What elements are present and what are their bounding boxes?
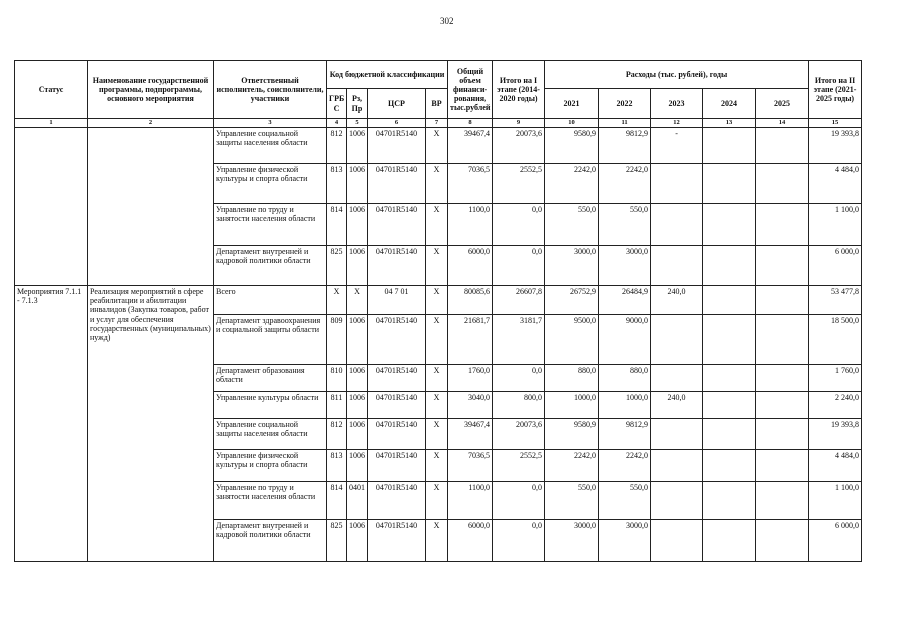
rzpr-cell: 1006 <box>347 392 368 419</box>
stage1-total-cell: 0,0 <box>493 246 545 286</box>
vr-cell: X <box>426 164 448 204</box>
grbs-cell: 814 <box>327 204 347 246</box>
header-status: Статус <box>15 61 88 119</box>
status-cell <box>15 128 88 286</box>
header-name: Наименование государственной программы, подпрограммы, основного мероприятия <box>88 61 214 119</box>
rzpr-cell: X <box>347 286 368 315</box>
csr-cell: 04701R5140 <box>368 128 426 164</box>
status-cell: Мероприятия 7.1.1 - 7.1.3 <box>15 286 88 562</box>
year-2024-cell <box>703 482 756 520</box>
vr-cell: X <box>426 286 448 315</box>
column-number: 11 <box>599 119 651 128</box>
year-2022-cell: 3000,0 <box>599 520 651 562</box>
stage1-total-cell: 0,0 <box>493 204 545 246</box>
year-2025-cell <box>756 286 809 315</box>
stage1-total-cell: 0,0 <box>493 482 545 520</box>
year-2021-cell: 550,0 <box>545 482 599 520</box>
rzpr-cell: 1006 <box>347 164 368 204</box>
total-volume-cell: 6000,0 <box>448 246 493 286</box>
executor-cell: Управление физической культуры и спорта области <box>214 164 327 204</box>
year-2024-cell <box>703 450 756 482</box>
year-2021-cell: 9580,9 <box>545 128 599 164</box>
column-number: 14 <box>756 119 809 128</box>
column-number: 15 <box>809 119 862 128</box>
grbs-cell: 813 <box>327 164 347 204</box>
csr-cell: 04701R5140 <box>368 315 426 365</box>
csr-cell: 04701R5140 <box>368 164 426 204</box>
stage2-total-cell: 4 484,0 <box>809 164 862 204</box>
year-2023-cell <box>651 246 703 286</box>
year-2023-cell <box>651 450 703 482</box>
column-number: 1 <box>15 119 88 128</box>
year-2022-cell: 9812,9 <box>599 128 651 164</box>
csr-cell: 04701R5140 <box>368 419 426 450</box>
year-2022-cell: 1000,0 <box>599 392 651 419</box>
year-2023-cell: 240,0 <box>651 286 703 315</box>
year-2025-cell <box>756 315 809 365</box>
executor-cell: Управление социальной защиты населения области <box>214 419 327 450</box>
header-total-volume: Общий объем финанси-рования, тыс.рублей <box>448 61 493 119</box>
year-2023-cell: - <box>651 128 703 164</box>
name-cell <box>88 128 214 286</box>
header-vr: ВР <box>426 89 448 119</box>
year-2025-cell <box>756 164 809 204</box>
executor-cell: Управление социальной защиты населения области <box>214 128 327 164</box>
year-2025-cell <box>756 365 809 392</box>
year-2025-cell <box>756 246 809 286</box>
header-expenses: Расходы (тыс. рублей), годы <box>545 61 809 89</box>
year-2023-cell: 240,0 <box>651 392 703 419</box>
csr-cell: 04701R5140 <box>368 482 426 520</box>
executor-cell: Управление по труду и занятости населения области <box>214 482 327 520</box>
grbs-cell: 814 <box>327 482 347 520</box>
year-2021-cell: 9580,9 <box>545 419 599 450</box>
total-volume-cell: 1100,0 <box>448 482 493 520</box>
stage1-total-cell: 3181,7 <box>493 315 545 365</box>
vr-cell: X <box>426 246 448 286</box>
rzpr-cell: 1006 <box>347 520 368 562</box>
year-2025-cell <box>756 419 809 450</box>
grbs-cell: 812 <box>327 419 347 450</box>
csr-cell: 04 7 01 <box>368 286 426 315</box>
rzpr-cell: 1006 <box>347 246 368 286</box>
year-2025-cell <box>756 450 809 482</box>
year-2022-cell: 880,0 <box>599 365 651 392</box>
stage2-total-cell: 6 000,0 <box>809 246 862 286</box>
total-volume-cell: 3040,0 <box>448 392 493 419</box>
stage1-total-cell: 2552,5 <box>493 164 545 204</box>
year-2021-cell: 2242,0 <box>545 450 599 482</box>
executor-cell: Департамент здравоохранения и социальной защиты области <box>214 315 327 365</box>
year-2021-cell: 880,0 <box>545 365 599 392</box>
vr-cell: X <box>426 204 448 246</box>
column-number: 5 <box>347 119 368 128</box>
year-2024-cell <box>703 164 756 204</box>
year-2024-cell <box>703 128 756 164</box>
year-2024-cell <box>703 204 756 246</box>
header-executor: Ответственный исполнитель, соисполнители, участники <box>214 61 327 119</box>
vr-cell: X <box>426 482 448 520</box>
stage2-total-cell: 18 500,0 <box>809 315 862 365</box>
csr-cell: 04701R5140 <box>368 204 426 246</box>
executor-cell: Департамент образования области <box>214 365 327 392</box>
csr-cell: 04701R5140 <box>368 520 426 562</box>
year-2022-cell: 2242,0 <box>599 164 651 204</box>
year-2025-cell <box>756 204 809 246</box>
total-volume-cell: 21681,7 <box>448 315 493 365</box>
column-number: 9 <box>493 119 545 128</box>
stage1-total-cell: 26607,8 <box>493 286 545 315</box>
stage2-total-cell: 2 240,0 <box>809 392 862 419</box>
executor-cell: Всего <box>214 286 327 315</box>
grbs-cell: 812 <box>327 128 347 164</box>
year-2023-cell <box>651 315 703 365</box>
total-volume-cell: 39467,4 <box>448 419 493 450</box>
name-cell: Реализация мероприятий в сфере реабилитации и абилитации инвалидов (Закупка товаров, работ и услуг для обеспечения государственных (муниципальных) нужд) <box>88 286 214 562</box>
page-number: 302 <box>440 16 454 26</box>
year-2025-cell <box>756 392 809 419</box>
year-2023-cell <box>651 365 703 392</box>
rzpr-cell: 1006 <box>347 365 368 392</box>
csr-cell: 04701R5140 <box>368 450 426 482</box>
header-grbs: ГРБ С <box>327 89 347 119</box>
header-2022: 2022 <box>599 89 651 119</box>
year-2021-cell: 2242,0 <box>545 164 599 204</box>
stage2-total-cell: 1 100,0 <box>809 204 862 246</box>
column-number: 13 <box>703 119 756 128</box>
year-2023-cell <box>651 419 703 450</box>
year-2025-cell <box>756 482 809 520</box>
total-volume-cell: 80085,6 <box>448 286 493 315</box>
grbs-cell: X <box>327 286 347 315</box>
rzpr-cell: 1006 <box>347 315 368 365</box>
stage1-total-cell: 20073,6 <box>493 419 545 450</box>
budget-table <box>14 60 862 562</box>
header-csr: ЦСР <box>368 89 426 119</box>
year-2023-cell <box>651 164 703 204</box>
year-2024-cell <box>703 315 756 365</box>
year-2022-cell: 9000,0 <box>599 315 651 365</box>
year-2025-cell <box>756 128 809 164</box>
header-2021: 2021 <box>545 89 599 119</box>
stage2-total-cell: 53 477,8 <box>809 286 862 315</box>
column-number: 2 <box>88 119 214 128</box>
vr-cell: X <box>426 419 448 450</box>
grbs-cell: 809 <box>327 315 347 365</box>
vr-cell: X <box>426 365 448 392</box>
vr-cell: X <box>426 315 448 365</box>
csr-cell: 04701R5140 <box>368 246 426 286</box>
year-2025-cell <box>756 520 809 562</box>
grbs-cell: 825 <box>327 246 347 286</box>
stage1-total-cell: 2552,5 <box>493 450 545 482</box>
column-number: 6 <box>368 119 426 128</box>
vr-cell: X <box>426 128 448 164</box>
header-row <box>15 61 862 89</box>
rzpr-cell: 0401 <box>347 482 368 520</box>
year-2022-cell: 26484,9 <box>599 286 651 315</box>
stage1-total-cell: 20073,6 <box>493 128 545 164</box>
grbs-cell: 825 <box>327 520 347 562</box>
header-budget-code: Код бюджетной классификации <box>327 61 448 89</box>
csr-cell: 04701R5140 <box>368 365 426 392</box>
vr-cell: X <box>426 520 448 562</box>
csr-cell: 04701R5140 <box>368 392 426 419</box>
executor-cell: Управление культуры области <box>214 392 327 419</box>
column-number: 10 <box>545 119 599 128</box>
table-row <box>15 286 862 315</box>
column-number: 3 <box>214 119 327 128</box>
year-2024-cell <box>703 419 756 450</box>
column-number: 12 <box>651 119 703 128</box>
year-2022-cell: 2242,0 <box>599 450 651 482</box>
year-2023-cell <box>651 520 703 562</box>
total-volume-cell: 1100,0 <box>448 204 493 246</box>
year-2021-cell: 550,0 <box>545 204 599 246</box>
table-body <box>15 128 862 562</box>
year-2021-cell: 3000,0 <box>545 520 599 562</box>
table-row <box>15 128 862 164</box>
year-2021-cell: 26752,9 <box>545 286 599 315</box>
header-2023: 2023 <box>651 89 703 119</box>
stage1-total-cell: 0,0 <box>493 365 545 392</box>
stage2-total-cell: 1 100,0 <box>809 482 862 520</box>
executor-cell: Управление по труду и занятости населения области <box>214 204 327 246</box>
grbs-cell: 810 <box>327 365 347 392</box>
rzpr-cell: 1006 <box>347 128 368 164</box>
total-volume-cell: 39467,4 <box>448 128 493 164</box>
stage2-total-cell: 4 484,0 <box>809 450 862 482</box>
vr-cell: X <box>426 450 448 482</box>
column-number: 8 <box>448 119 493 128</box>
total-volume-cell: 7036,5 <box>448 450 493 482</box>
executor-cell: Управление физической культуры и спорта области <box>214 450 327 482</box>
executor-cell: Департамент внутренней и кадровой политики области <box>214 520 327 562</box>
rzpr-cell: 1006 <box>347 450 368 482</box>
total-volume-cell: 1760,0 <box>448 365 493 392</box>
year-2021-cell: 9500,0 <box>545 315 599 365</box>
grbs-cell: 811 <box>327 392 347 419</box>
year-2023-cell <box>651 204 703 246</box>
stage2-total-cell: 1 760,0 <box>809 365 862 392</box>
header-stage1-total: Итого на I этапе (2014-2020 годы) <box>493 61 545 119</box>
year-2022-cell: 550,0 <box>599 204 651 246</box>
column-number: 7 <box>426 119 448 128</box>
year-2024-cell <box>703 365 756 392</box>
column-number: 4 <box>327 119 347 128</box>
grbs-cell: 813 <box>327 450 347 482</box>
stage1-total-cell: 0,0 <box>493 520 545 562</box>
rzpr-cell: 1006 <box>347 419 368 450</box>
total-volume-cell: 7036,5 <box>448 164 493 204</box>
vr-cell: X <box>426 392 448 419</box>
year-2024-cell <box>703 246 756 286</box>
year-2021-cell: 3000,0 <box>545 246 599 286</box>
executor-cell: Департамент внутренней и кадровой политики области <box>214 246 327 286</box>
stage2-total-cell: 19 393,8 <box>809 128 862 164</box>
stage1-total-cell: 800,0 <box>493 392 545 419</box>
year-2021-cell: 1000,0 <box>545 392 599 419</box>
header-rzpr: Рз, Пр <box>347 89 368 119</box>
stage2-total-cell: 19 393,8 <box>809 419 862 450</box>
stage2-total-cell: 6 000,0 <box>809 520 862 562</box>
year-2024-cell <box>703 286 756 315</box>
year-2022-cell: 3000,0 <box>599 246 651 286</box>
year-2022-cell: 9812,9 <box>599 419 651 450</box>
year-2023-cell <box>651 482 703 520</box>
rzpr-cell: 1006 <box>347 204 368 246</box>
header-2024: 2024 <box>703 89 756 119</box>
header-stage2-total: Итого на II этапе (2021-2025 годы) <box>809 61 862 119</box>
total-volume-cell: 6000,0 <box>448 520 493 562</box>
year-2024-cell <box>703 520 756 562</box>
year-2024-cell <box>703 392 756 419</box>
column-numbers-row <box>15 119 862 128</box>
header-2025: 2025 <box>756 89 809 119</box>
year-2022-cell: 550,0 <box>599 482 651 520</box>
